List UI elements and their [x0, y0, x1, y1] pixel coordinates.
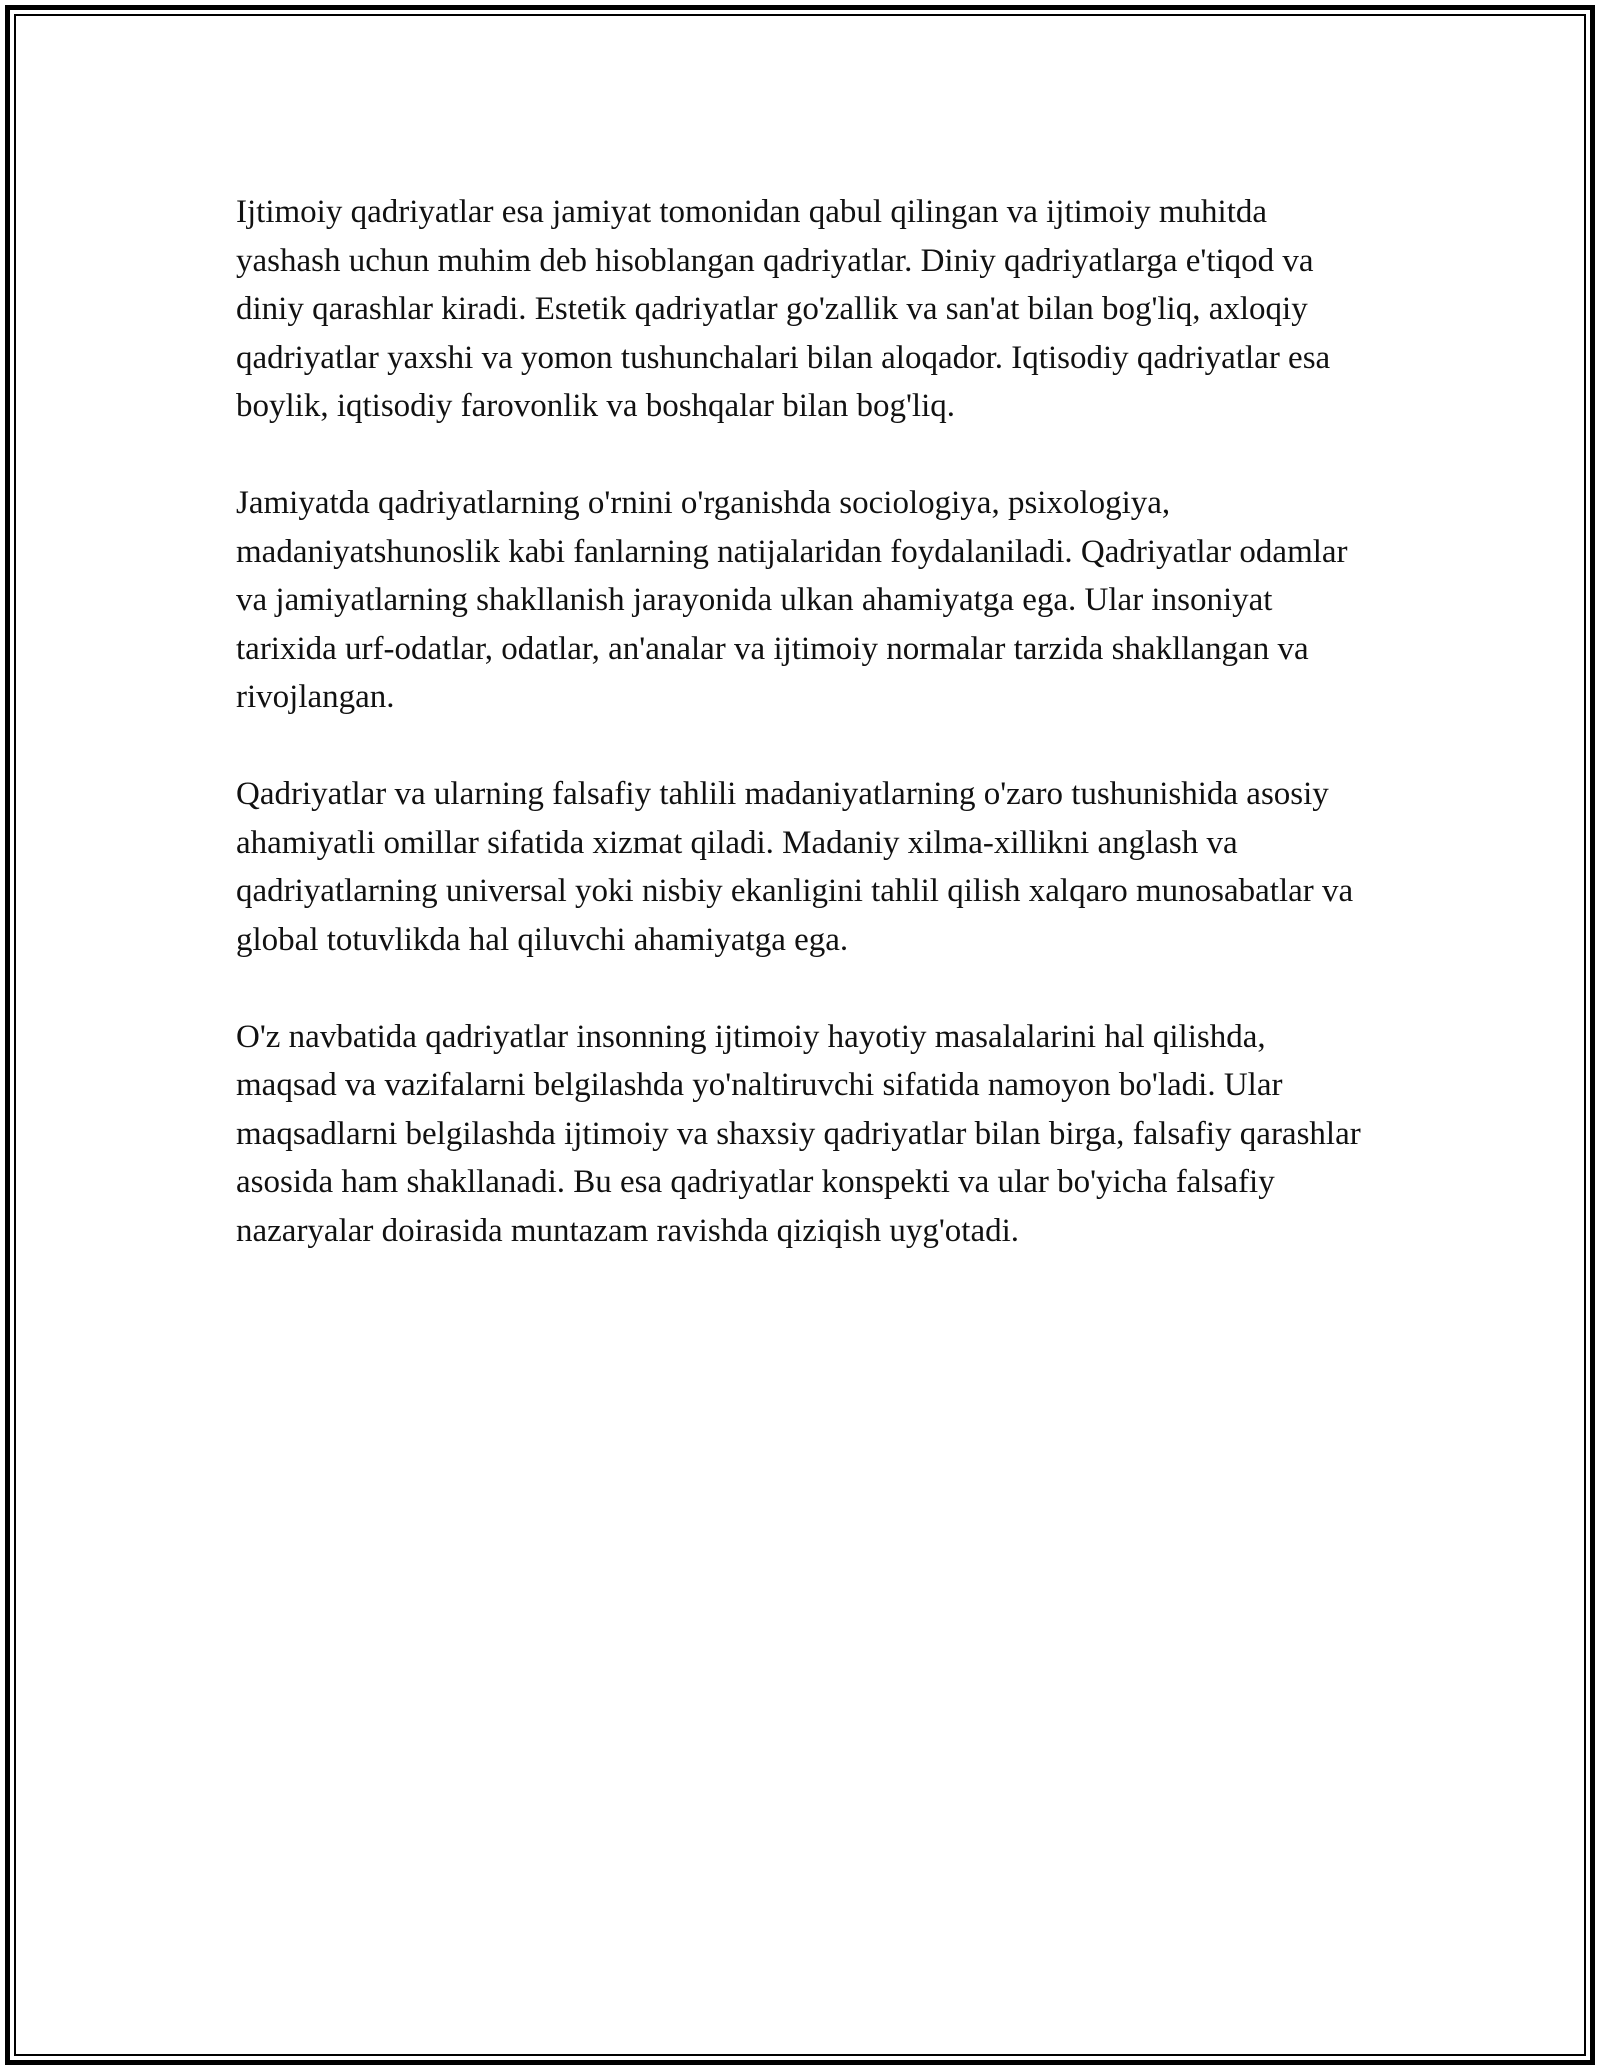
paragraph-1: Ijtimoiy qadriyatlar esa jamiyat tomonidan qabul qilingan va ijtimoiy muhitda yashash uchun muhim deb hisoblangan qadriyatlar. Diniy qadriyatlarga e'tiqod va diniy qarashlar kiradi. Estetik qadriyatlar go'zallik va san'at bilan bog'liq, axloqiy qadriyatlar yaxshi va yomon tushunchalari bilan aloqador. Iqtisodiy qadriyatlar esa boylik, iqtisodiy farovonlik va boshqalar bilan bog'liq. [236, 194, 1331, 424]
paragraph-4: O'z navbatida qadriyatlar insonning ijtimoiy hayotiy masalalarini hal qilishda, maqsad va vazifalarni belgilashda yo'naltiruvchi sifatida namoyon bo'ladi. Ular maqsadlarni belgilashda ijtimoiy va shaxsiy qadriyatlar bilan birga, falsafiy qarashlar asosida ham shakllanadi. Bu esa qadriyatlar konspekti va ular bo'yicha falsafiy nazaryalar doirasida muntazam ravishda qiziqish uyg'otadi. [236, 1018, 1361, 1249]
paragraph-2: Jamiyatda qadriyatlarning o'rnini o'rganishda sociologiya, psixologiya, madaniyatshunoslik kabi fanlarning natijalaridan foydalaniladi. Qadriyatlar odamlar va jamiyatlarning shakllanish jarayonida ulkan ahamiyatga ega. Ular insoniyat tarixida urf-odatlar, odatlar, an'analar va ijtimoiy normalar tarzida shakllangan va rivojlangan. [236, 485, 1348, 715]
document-body [236, 188, 1366, 1255]
paragraph-3: Qadriyatlar va ularning falsafiy tahlili madaniyatlarning o'zaro tushunishida asosiy ahamiyatli omillar sifatida xizmat qiladi. Madaniy xilma-xillikni anglash va qadriyatlarning universal yoki nisbiy ekanligini tahlil qilish xalqaro munosabatlar va global totuvlikda hal qiluvchi ahamiyatga ega. [236, 776, 1354, 958]
